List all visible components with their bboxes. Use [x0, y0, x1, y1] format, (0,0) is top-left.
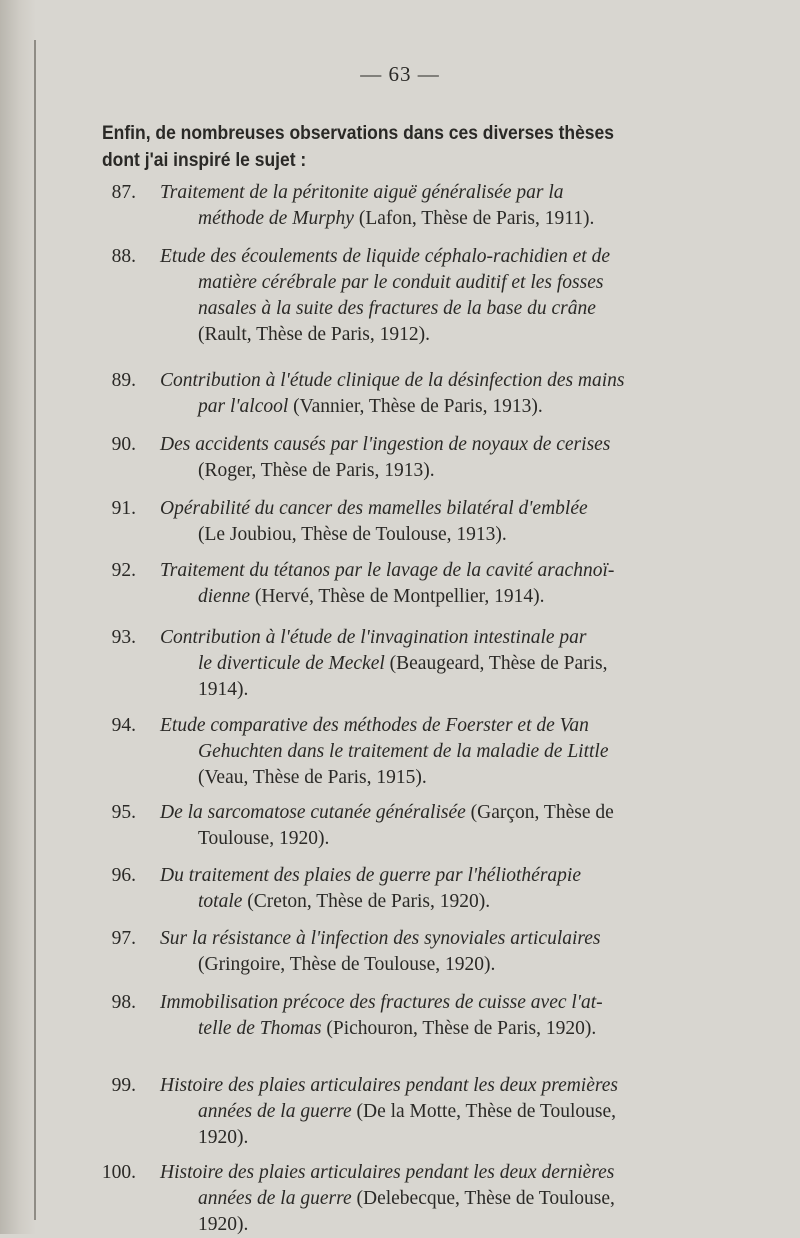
thesis-title: Etude des écoulements de liquide céphalo-rachidien et de: [160, 246, 610, 267]
entry-number: 90.: [111, 434, 136, 455]
thesis-title: Contribution à l'étude de l'invagination intestinale par: [160, 627, 587, 648]
entry-line: [160, 1212, 710, 1238]
thesis-title: Traitement du tétanos par le lavage de la cavité arachnoï-: [160, 560, 615, 581]
entry-line: [160, 889, 710, 915]
entry-line: [160, 322, 710, 348]
entry-number: 94.: [111, 715, 136, 736]
entry-number: 98.: [111, 992, 136, 1013]
entry-line: [160, 584, 710, 610]
thesis-citation: 1920).: [198, 1214, 249, 1235]
entry-text: [160, 1160, 710, 1238]
entry-line: [160, 496, 710, 522]
thesis-citation: (Veau, Thèse de Paris, 1915).: [198, 767, 427, 788]
thesis-title: Opérabilité du cancer des mamelles bilatéral d'emblée: [160, 498, 588, 519]
entry-number: 93.: [111, 627, 136, 648]
thesis-title: Sur la résistance à l'infection des synoviales articulaires: [160, 928, 601, 949]
entry-number: 91.: [111, 498, 136, 519]
thesis-title: matière cérébrale par le conduit auditif et les fosses: [198, 272, 604, 293]
entry-line: [160, 206, 710, 232]
entry-line: [160, 296, 710, 322]
thesis-citation: (Garçon, Thèse de: [470, 802, 614, 823]
entry-text: [160, 926, 710, 978]
thesis-title: Des accidents causés par l'ingestion de noyaux de cerises: [160, 434, 611, 455]
thesis-citation: (Lafon, Thèse de Paris, 1911).: [358, 208, 595, 229]
entry-number: 88.: [111, 246, 136, 267]
thesis-citation: (Beaugeard, Thèse de Paris,: [389, 653, 608, 674]
thesis-title: Du traitement des plaies de guerre par l'héliothérapie: [160, 865, 582, 886]
entry-line: [160, 1160, 710, 1186]
thesis-title: telle de Thomas: [198, 1018, 322, 1039]
entry-text: [160, 432, 710, 484]
thesis-citation: (Vannier, Thèse de Paris, 1913).: [293, 396, 543, 417]
thesis-title: années de la guerre: [198, 1101, 352, 1122]
thesis-citation: Toulouse, 1920).: [198, 828, 330, 849]
thesis-title: Etude comparative des méthodes de Foerster et de Van: [160, 715, 589, 736]
entry-line: [160, 522, 710, 548]
entry-line: [160, 1125, 710, 1151]
thesis-title: totale: [198, 891, 243, 912]
thesis-title: le diverticule de Meckel: [198, 653, 385, 674]
thesis-title: dienne: [198, 586, 250, 607]
entry-line: [160, 368, 710, 394]
entry-line: [160, 765, 710, 791]
entry-number: 92.: [111, 560, 136, 581]
entry-text: [160, 990, 710, 1042]
entry-number: 99.: [111, 1075, 136, 1096]
entry-line: [160, 651, 710, 677]
entry-line: [160, 558, 710, 584]
entry-line: [160, 713, 710, 739]
entry-line: [160, 863, 710, 889]
entry-line: [160, 952, 710, 978]
entry-number: 96.: [111, 865, 136, 886]
thesis-title: De la sarcomatose cutanée généralisée: [160, 802, 466, 823]
entry-text: [160, 496, 710, 548]
entry-line: [160, 926, 710, 952]
entry-number: 100.: [101, 1162, 136, 1183]
thesis-title: nasales à la suite des fractures de la base du crâne: [198, 298, 596, 319]
thesis-citation: (Hervé, Thèse de Montpellier, 1914).: [254, 586, 545, 607]
entry-text: [160, 368, 710, 420]
thesis-citation: (Creton, Thèse de Paris, 1920).: [247, 891, 491, 912]
entry-line: [160, 180, 710, 206]
thesis-citation: (Le Joubiou, Thèse de Toulouse, 1913).: [198, 524, 507, 545]
entry-line: [160, 432, 710, 458]
entry-number: 97.: [111, 928, 136, 949]
entry-line: [160, 270, 710, 296]
entry-line: [160, 800, 710, 826]
entry-line: [160, 1016, 710, 1042]
entry-text: [160, 1073, 710, 1151]
thesis-title: Histoire des plaies articulaires pendant les deux premières: [160, 1075, 618, 1096]
thesis-title: années de la guerre: [198, 1188, 352, 1209]
page-gutter-line: [34, 40, 36, 1220]
thesis-citation: (Rault, Thèse de Paris, 1912).: [198, 324, 430, 345]
entry-line: [160, 625, 710, 651]
thesis-title: par l'alcool: [198, 396, 289, 417]
entry-number: 87.: [111, 182, 136, 203]
thesis-title: Histoire des plaies articulaires pendant les deux dernières: [160, 1162, 615, 1183]
entry-line: [160, 826, 710, 852]
thesis-citation: (Gringoire, Thèse de Toulouse, 1920).: [198, 954, 496, 975]
thesis-title: Gehuchten dans le traitement de la maladie de Little: [198, 741, 609, 762]
book-binding-shadow: [0, 0, 36, 1234]
thesis-title: Immobilisation précoce des fractures de cuisse avec l'at-: [160, 992, 603, 1013]
thesis-citation: (Roger, Thèse de Paris, 1913).: [198, 460, 435, 481]
thesis-citation: (Delebecque, Thèse de Toulouse,: [356, 1188, 615, 1209]
entry-number: 89.: [111, 370, 136, 391]
entry-text: [160, 558, 710, 610]
entry-line: [160, 739, 710, 765]
thesis-citation: (De la Motte, Thèse de Toulouse,: [356, 1101, 616, 1122]
intro-line-2: dont j'ai inspiré le sujet :: [102, 150, 307, 171]
thesis-citation: 1920).: [198, 1127, 249, 1148]
intro-line-1: Enfin, de nombreuses observations dans ces diverses thèses: [102, 123, 614, 144]
entry-line: [160, 677, 710, 703]
entry-line: [160, 1073, 710, 1099]
entry-text: [160, 180, 710, 232]
page-number: — 63 —: [360, 62, 440, 86]
entry-line: [160, 1099, 710, 1125]
thesis-title: Contribution à l'étude clinique de la désinfection des mains: [160, 370, 625, 391]
entry-text: [160, 625, 710, 703]
entry-line: [160, 990, 710, 1016]
entry-text: [160, 863, 710, 915]
thesis-citation: (Pichouron, Thèse de Paris, 1920).: [326, 1018, 597, 1039]
entry-line: [160, 244, 710, 270]
entry-line: [160, 394, 710, 420]
entry-number: 95.: [111, 802, 136, 823]
thesis-citation: 1914).: [198, 679, 249, 700]
thesis-title: Traitement de la péritonite aiguë généralisée par la: [160, 182, 564, 203]
intro-paragraph: [102, 120, 691, 174]
thesis-title: méthode de Murphy: [198, 208, 354, 229]
entry-text: [160, 800, 710, 852]
entry-text: [160, 713, 710, 791]
entry-line: [160, 458, 710, 484]
entry-line: [160, 1186, 710, 1212]
entry-text: [160, 244, 710, 348]
